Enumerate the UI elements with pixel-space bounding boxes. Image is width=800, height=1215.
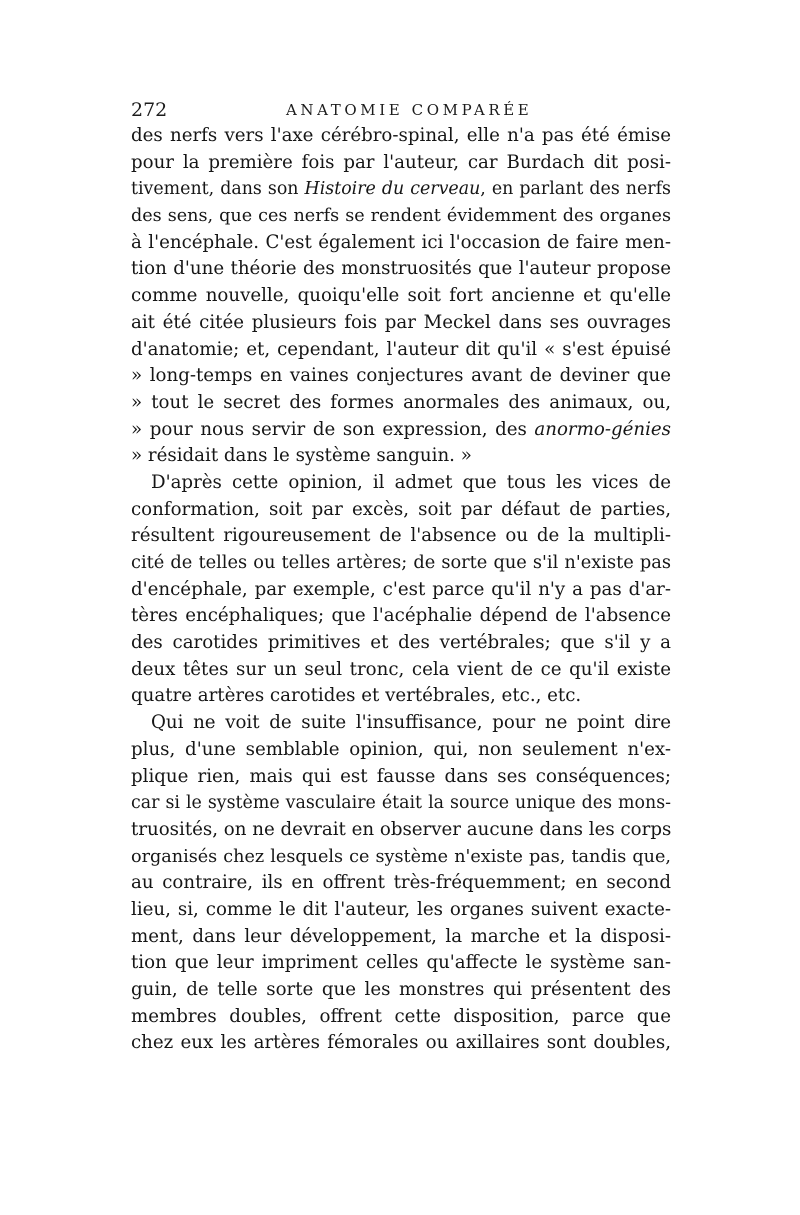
text-line: [131, 497, 671, 524]
text-line: [131, 603, 671, 630]
text-line: [131, 1004, 671, 1031]
text-segment: à l'encéphale. C'est également ici l'occasion de faire men-: [131, 231, 671, 253]
text-line: [131, 150, 671, 177]
text-line: [131, 977, 671, 1004]
text-segment: tères encéphaliques; que l'acéphalie dépend de l'absence: [131, 605, 671, 627]
text-line: [131, 123, 671, 150]
text-line: [131, 1030, 671, 1057]
text-segment: d'encéphale, par exemple, c'est parce qu'il n'y a pas d'ar-: [131, 578, 671, 600]
text-line: [131, 203, 671, 230]
text-line: [131, 523, 671, 550]
text-segment: pour la première fois par l'auteur, car Burdach dit posi-: [131, 151, 671, 173]
text-line: [131, 897, 671, 924]
text-line: [131, 417, 671, 444]
italic-text-segment: Histoire du cerveau: [304, 179, 481, 200]
text-segment: D'après cette opinion, il admet que tous les vices de: [151, 471, 671, 493]
text-segment: Qui ne voit de suite l'insuffisance, pour ne point dire: [151, 712, 671, 734]
text-line: [131, 817, 671, 844]
text-line: [131, 283, 671, 310]
text-line: [131, 844, 671, 871]
page-header: [131, 96, 671, 124]
text-segment: guin, de telle sorte que les monstres qui présentent des: [131, 979, 671, 1000]
text-segment: organisés chez lesquels ce système n'existe pas, tandis que,: [131, 846, 671, 867]
text-segment: » pour nous servir de son expression, des: [131, 418, 535, 440]
text-segment: cité de telles ou telles artères; de sorte que s'il n'existe pas: [131, 552, 671, 573]
text-segment: des nerfs vers l'axe cérébro-spinal, elle n'a pas été émise: [131, 125, 671, 146]
text-line: [131, 950, 671, 977]
text-segment: car si le système vasculaire était la source unique des mons-: [131, 793, 671, 814]
italic-text-segment: anormo-génies: [534, 418, 671, 440]
text-segment: membres doubles, offrent cette disposition, parce que: [131, 1005, 671, 1027]
text-line: [131, 764, 671, 791]
text-line: [131, 337, 671, 364]
text-segment: plique rien, mais qui est fausse dans ses conséquences;: [131, 765, 671, 787]
text-line: [131, 550, 671, 577]
text-segment: d'anatomie; et, cependant, l'auteur dit qu'il « s'est épuisé: [131, 338, 671, 360]
text-segment: lieu, si, comme le dit l'auteur, les organes suivent exacte-: [131, 898, 671, 920]
text-segment: » tout le secret des formes anormales des animaux, ou,: [131, 391, 671, 413]
text-segment: plus, d'une semblable opinion, qui, non seulement n'ex-: [131, 738, 671, 760]
text-segment: ment, dans leur développement, la marche et la disposi-: [131, 925, 671, 947]
text-segment: deux têtes sur un seul tronc, cela vient de ce qu'il existe: [131, 658, 671, 680]
text-line: [131, 390, 671, 417]
text-segment: tivement, dans son: [131, 179, 305, 200]
text-line: [131, 577, 671, 604]
body-text: [131, 123, 671, 1057]
text-line: [131, 230, 671, 257]
text-line: [131, 737, 671, 764]
text-segment: comme nouvelle, quoiqu'elle soit fort ancienne et qu'elle: [131, 285, 671, 307]
text-line: [131, 470, 671, 497]
text-line: [131, 630, 671, 657]
text-line: [131, 790, 671, 817]
running-title: ANATOMIE COMPARÉE: [286, 101, 533, 119]
text-segment: résultent rigoureusement de l'absence ou de la multipli-: [131, 525, 671, 547]
text-line: [131, 256, 671, 283]
text-line: [131, 710, 671, 737]
text-line: [131, 310, 671, 337]
text-segment: tion d'une théorie des monstruosités que l'auteur propose: [131, 258, 671, 280]
text-segment: quatre artères carotides et vertébrales, etc., etc.: [131, 685, 582, 707]
text-line: [131, 176, 671, 203]
text-line: [131, 657, 671, 684]
text-segment: chez eux les artères fémorales ou axillaires sont doubles,: [131, 1032, 671, 1054]
text-segment: » résidait dans le système sanguin. »: [131, 445, 472, 467]
text-segment: ait été citée plusieurs fois par Meckel dans ses ouvrages: [131, 311, 671, 333]
text-segment: conformation, soit par excès, soit par défaut de parties,: [131, 498, 671, 520]
text-segment: » long-temps en vaines conjectures avant de deviner que: [131, 365, 671, 387]
page-number: 272: [131, 99, 168, 121]
text-line: [131, 683, 671, 710]
text-segment: tion que leur impriment celles qu'affecte le système san-: [131, 952, 671, 974]
text-segment: truosités, on ne devrait en observer aucune dans les corps: [131, 818, 671, 840]
text-segment: au contraire, ils en offrent très-fréquemment; en second: [131, 872, 671, 894]
text-line: [131, 443, 671, 470]
text-line: [131, 363, 671, 390]
text-line: [131, 870, 671, 897]
text-segment: , en parlant des nerfs: [480, 179, 671, 200]
text-segment: des sens, que ces nerfs se rendent évidemment des organes: [131, 206, 671, 227]
text-line: [131, 924, 671, 951]
text-segment: des carotides primitives et des vertébrales; que s'il y a: [131, 632, 671, 654]
